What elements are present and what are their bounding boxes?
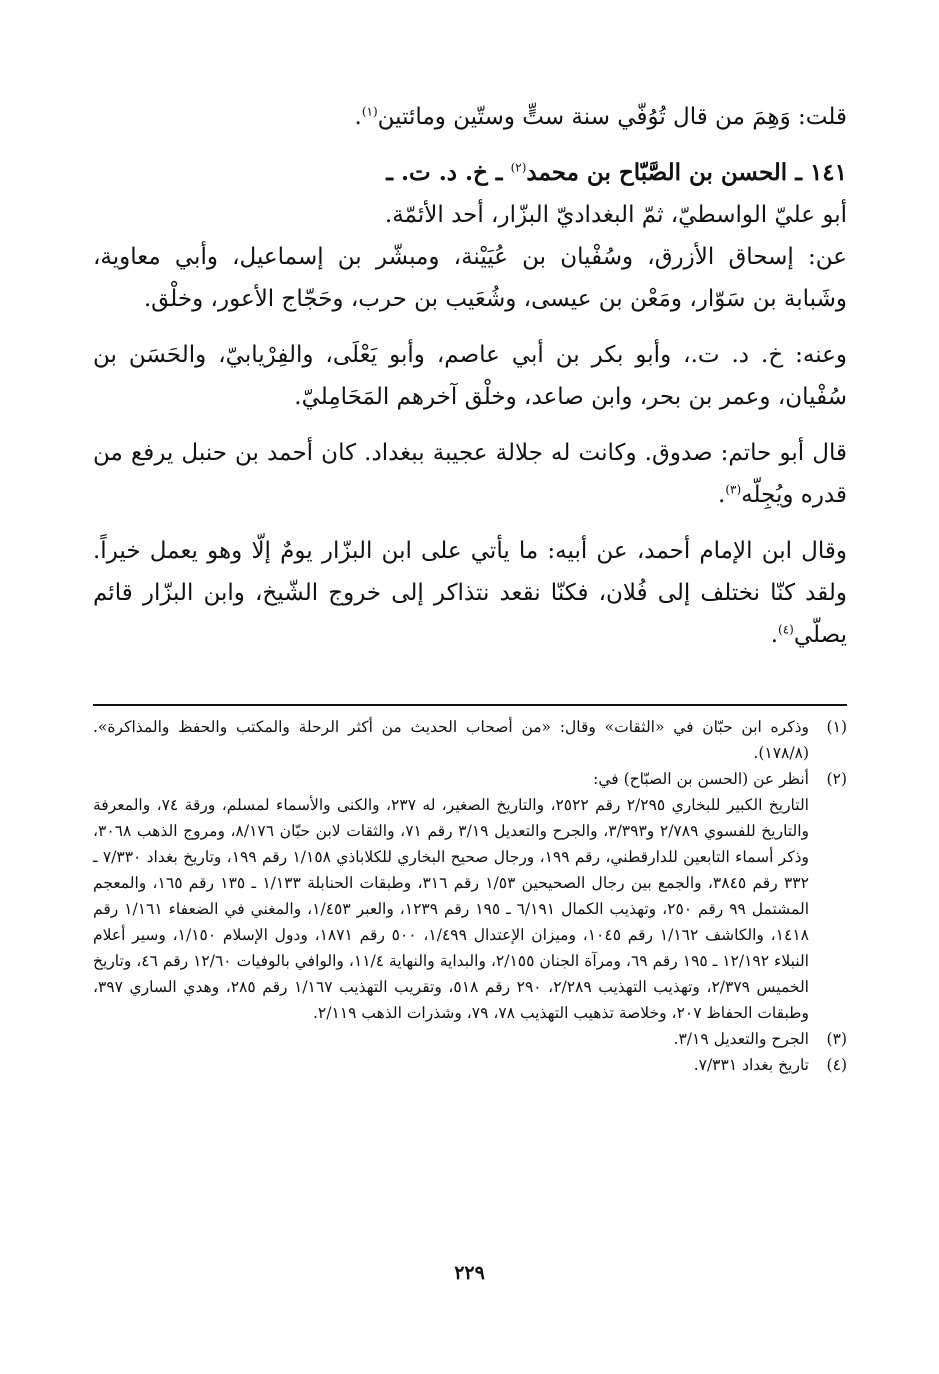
footnote-text: أنظر عن (الحسن بن الصبّاح) في: [593, 770, 809, 788]
footnote-divider [93, 704, 847, 706]
paragraph-7-end: . [770, 622, 779, 648]
footnote-number: (٤) [826, 1056, 847, 1074]
paragraph-1 [93, 96, 847, 138]
paragraph-6-end: . [718, 482, 726, 508]
paragraph-6 [93, 432, 847, 516]
footnote-text: الجرح والتعديل ٣/١٩. [673, 1030, 809, 1048]
footnote-text: تاريخ بغداد ٧/٣٣١. [693, 1056, 809, 1074]
paragraph-3: أبو عليّ الواسطيّ، ثمّ البغداديّ البزّار، أحد الأئمّة. [384, 202, 847, 228]
paragraph-4: عن: إسحاق الأزرق، وسُفْيان بن عُيَيْنة، ومبشّر بن إسماعيل، وأبي معاوية، وشَبابة بن سَوّار، ومَعْن بن عيسى، وشُعَيب بن حرب، وحَجّاج الأعور، وخلْق. [93, 244, 847, 312]
footnote [93, 1026, 847, 1052]
footnote-text: وذكره ابن حبّان في «الثقات» وقال: «من أصحاب الحديث من أكثر الرحلة والمكتب والحفظ والمذاكرة». (١٧٨/٨). [93, 718, 809, 762]
paragraph-7-text: وقال ابن الإمام أحمد، عن أبيه: ما يأتي على ابن البزّار يومٌ إلّا وهو يعمل خيراً. ولقد كنّا نختلف إلى فُلان، فكنّا نقعد نتذاكر إلى خروج الشّيخ، وابن البزّار قائم يصلّي [93, 538, 847, 648]
footnote [93, 766, 847, 792]
paragraph-7 [93, 530, 847, 656]
footnotes [93, 714, 847, 1078]
paragraph-1-end: . [354, 104, 362, 130]
page-number: ٢٢٩ [454, 1262, 485, 1284]
footnote-number [809, 792, 847, 1026]
footnote-ref-1: (١) [361, 104, 378, 119]
footnote-number: (١) [826, 718, 847, 736]
footnote-number: (٢) [826, 770, 847, 788]
entry-title: ١٤١ ـ الحسن بن الصَّبّاح بن محمد [526, 159, 847, 186]
paragraph-6-text: قال أبو حاتم: صدوق. وكانت له جلالة عجيبة ببغداد. كان أحمد بن حنبل يرفع من قدره ويُجِلّه [93, 440, 847, 508]
footnote-text: التاريخ الكبير للبخاري ٢/٢٩٥ رقم ٢٥٢٢، والتاريخ الصغير، له ٢٣٧، والكنى والأسماء لمسلم، ورقة ٧٤، والمعرفة والتاريخ للفسوي ٢/٧٨٩ و٣/٣٩٣، والجرح والتعديل ٣/١٩ رقم ٧١، والثقات لابن حبّان ٨/١٧٦، ومروج الذهب ٣٠٦٨، وذكر أسماء التابعين للدارقطني، رقم ١٩٩، ورجال صحيح البخاري للكلاباذي ١/١٥٨ رقم ١٩٩، وتاريخ بغداد ٧/٣٣٠ ـ ٣٣٢ رقم ٣٨٤٥، والجمع بين رجال الصحيحين ١/٥٣ رقم ٣١٦، وطبقات الحنابلة ١/١٣٣ ـ ١٣٥ رقم ١٦٥، والمعجم المشتمل ٩٩ رقم ٢٥٠، وتهذيب الكمال ٦/١٩١ ـ ١٩٥ رقم ١٢٣٩، والعبر ١/٤٥٣، والمغني في الضعفاء ١/١٦١ رقم ١٤١٨، والكاشف ١/١٦٢ رقم ١٠٤٥، وميزان الإعتدال ١/٤٩٩، ٥٠٠ رقم ١٨٧١، ودول الإسلام ١/١٥٠، وسير أعلام النبلاء ١٢/١٩٢ ـ ١٩٥ رقم ٦٩، ومرآة الجنان ٢/١٥٥، والبداية والنهاية ١١/٤، والوافي بالوفيات ١٢/٦٠ رقم ٤٦، وتاريخ الخميس ٢/٣٧٩، وتهذيب التهذيب ٢/٢٨٩، ٢٩٠ رقم ٥١٨، وتقريب التهذيب ١/١٦٧ رقم ٢٨٥، وهدي الساري ٣٩٧، وطبقات الحفاظ ٢٠٧، وخلاصة تذهيب التهذيب ٧٨، ٧٩، وشذرات الذهب ٢/١١٩. [93, 796, 810, 1022]
main-text [93, 96, 847, 656]
paragraph-1-text: قلت: وَهِمَ من قال تُوُفّي سنة ستٍّ وستّين ومائتين [377, 104, 847, 130]
paragraph-5: وعنه: خ. د. ت.، وأبو بكر بن أبي عاصم، وأبو يَعْلَى، والفِرْيابيّ، والحَسَن بن سُفْيان، وعمر بن بحر، وابن صاعد، وخلْق آخرهم المَحَامِليّ. [93, 342, 847, 410]
footnote [93, 1052, 847, 1078]
entry-codes: ـ خ. د. ت. ـ [386, 159, 511, 186]
footnote-number: (٣) [826, 1030, 847, 1048]
footnote-ref-2: (٢) [510, 160, 527, 175]
footnote-ref-4: (٤) [778, 622, 794, 637]
footnote [93, 792, 847, 1026]
footnote-ref-3: (٣) [725, 482, 742, 497]
entry-heading [93, 152, 847, 194]
footnote [93, 714, 847, 766]
